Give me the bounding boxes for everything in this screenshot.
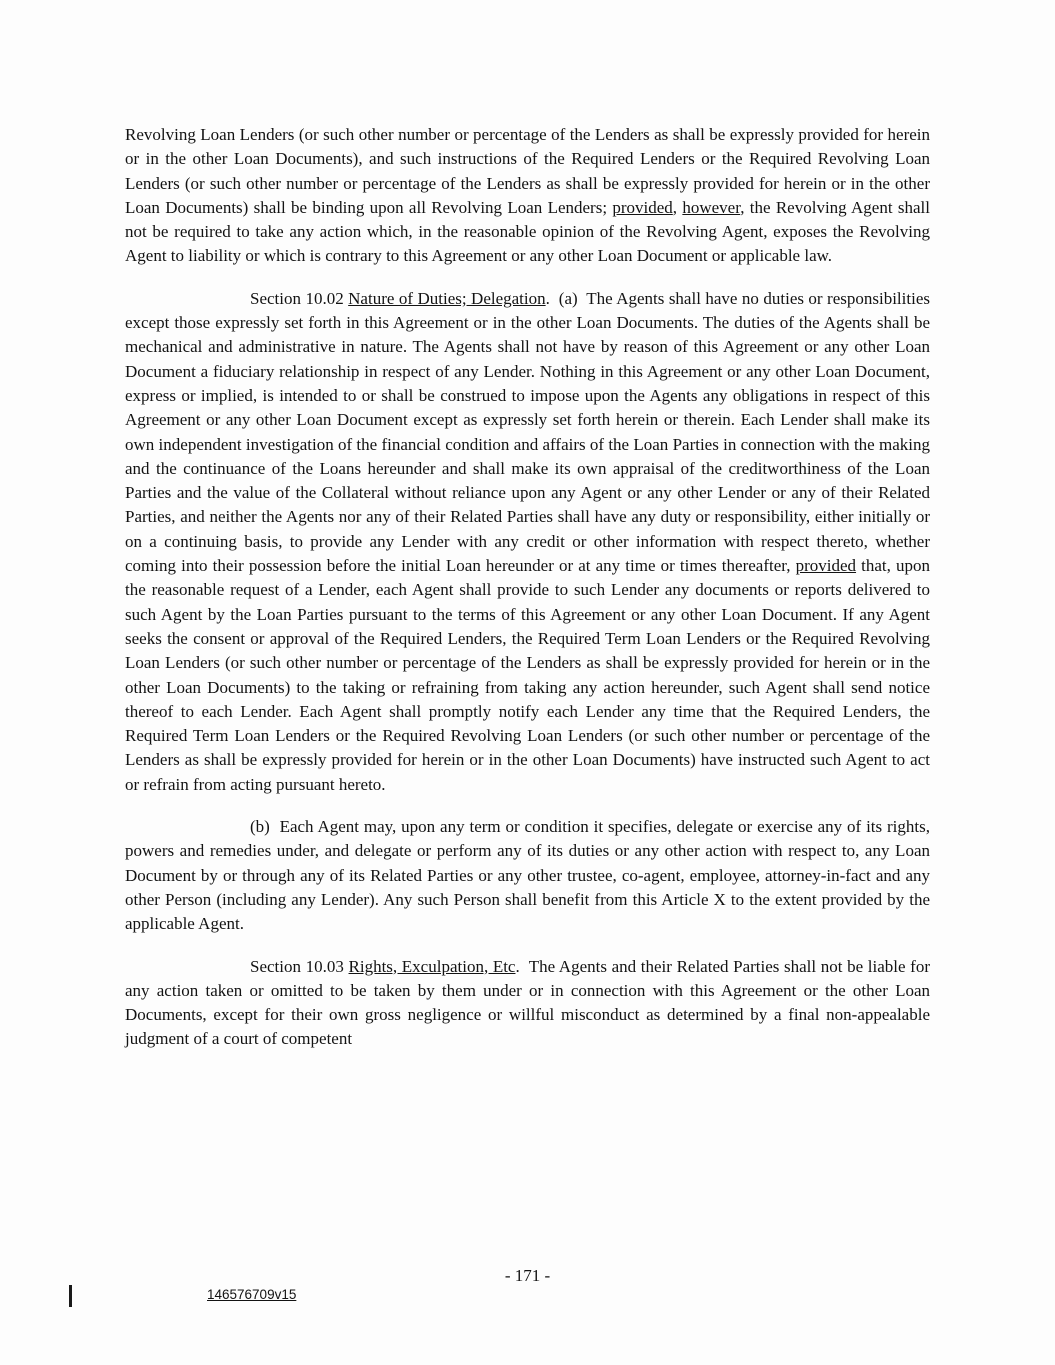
text-run: that, upon the reasonable request of a Lender, each Agent shall provide to such Lender any documents or reports delivered to such Agent by the Loan Parties pursuant to the terms of this Agreement or any other Loan Document. If any Agent seeks the consent or approval of the Required Lenders, the Required Term Loan Lenders or the Required Revolving Loan Lenders (or such other number or percentage of the Lenders as shall be expressly provided for herein or in the other Loan Documents) to the taking or refraining from taking any action hereunder, such Agent shall send notice thereof to each Lender. Each Agent shall promptly notify each Lender any time that the Required Lenders, the Required Term Loan Lenders or the Required Revolving Loan Lenders (or such other number or percentage of the Lenders as shall be expressly provided for herein or in the other Loan Documents) have instructed such Agent to act or refrain from acting pursuant hereto.: [125, 556, 930, 794]
document-body: [125, 123, 930, 1070]
text-run: Section 10.02: [250, 288, 349, 308]
text-run: , the Revolving Agent shall not be required to take any action which, in the reasonable opinion of the Revolving Agent, exposes the Revolving Agent to liability or which is contrary to this Agreement or any other Loan Document or applicable law.: [125, 197, 930, 266]
underlined-term: provided: [795, 556, 857, 576]
text-run: Revolving Loan Lenders (or such other number or percentage of the Lenders as shall be expressly provided for herein or in the other Loan Documents), and such instructions of the Required Lenders or the Required Revolving Loan Lenders (or such other number or percentage of the Lenders as shall be expressly provided for herein or in the other Loan Documents) shall be binding upon all Revolving Loan Lenders;: [125, 125, 930, 217]
underlined-term: however: [682, 197, 741, 217]
underlined-term: provided: [612, 197, 673, 217]
paragraph-continuation: [125, 123, 930, 269]
text-run: ,: [672, 197, 683, 217]
revision-change-bar: [69, 1285, 72, 1307]
text-run: . (a) The Agents shall have no duties or responsibilities except those expressly set forth in this Agreement or in the other Loan Documents. The duties of the Agents shall be mechanical and administrative in nature. The Agents shall not have by reason of this Agreement or any other Loan Document a fiduciary relationship in respect of any Lender. Nothing in this Agreement or any other Loan Document, express or implied, is intended to or shall be construed to impose upon the Agents any obligations in respect of this Agreement or any other Loan Document except as expressly set forth herein or therein. Each Lender shall make its own independent investigation of the financial condition and affairs of the Loan Parties in connection with the making and the continuance of the Loans hereunder and shall make its own appraisal of the creditworthiness of the Loan Parties and the value of the Collateral without reliance upon any Agent or any other Lender or any of their Related Parties, and neither the Agents nor any of their Related Parties shall have any duty or responsibility, either initially or on a continuing basis, to provide any Lender with any credit or other information with respect thereto, whether coming into their possession before the initial Loan hereunder or at any time or times thereafter,: [125, 288, 930, 576]
text-run: . The Agents and their Related Parties shall not be liable for any action taken or omitted to be taken by them under or in connection with this Agreement or the other Loan Documents, except for their own gross negligence or willful misconduct as determined by a final non-appealable judgment of a court of competent: [125, 956, 930, 1049]
text-run: Section 10.03: [250, 956, 349, 976]
paragraph-section-10-02-a: [125, 287, 930, 797]
document-id-footer: 146576709v15: [207, 1287, 297, 1302]
underlined-term: Rights, Exculpation, Etc: [348, 956, 516, 976]
page-number: - 171 -: [504, 1266, 551, 1285]
paragraph-section-10-02-b: [125, 815, 930, 936]
paragraph-section-10-03: [125, 955, 930, 1052]
underlined-term: Nature of Duties; Delegation: [348, 288, 546, 308]
text-run: (b) Each Agent may, upon any term or condition it specifies, delegate or exercise any of its rights, powers and remedies under, and delegate or perform any of its duties or any other action with respect to, any Loan Document by or through any of its Related Parties or any other trustee, co-agent, employee, attorney-in-fact and any other Person (including any Lender). Any such Person shall benefit from this Article X to the extent provided by the applicable Agent.: [125, 817, 930, 934]
